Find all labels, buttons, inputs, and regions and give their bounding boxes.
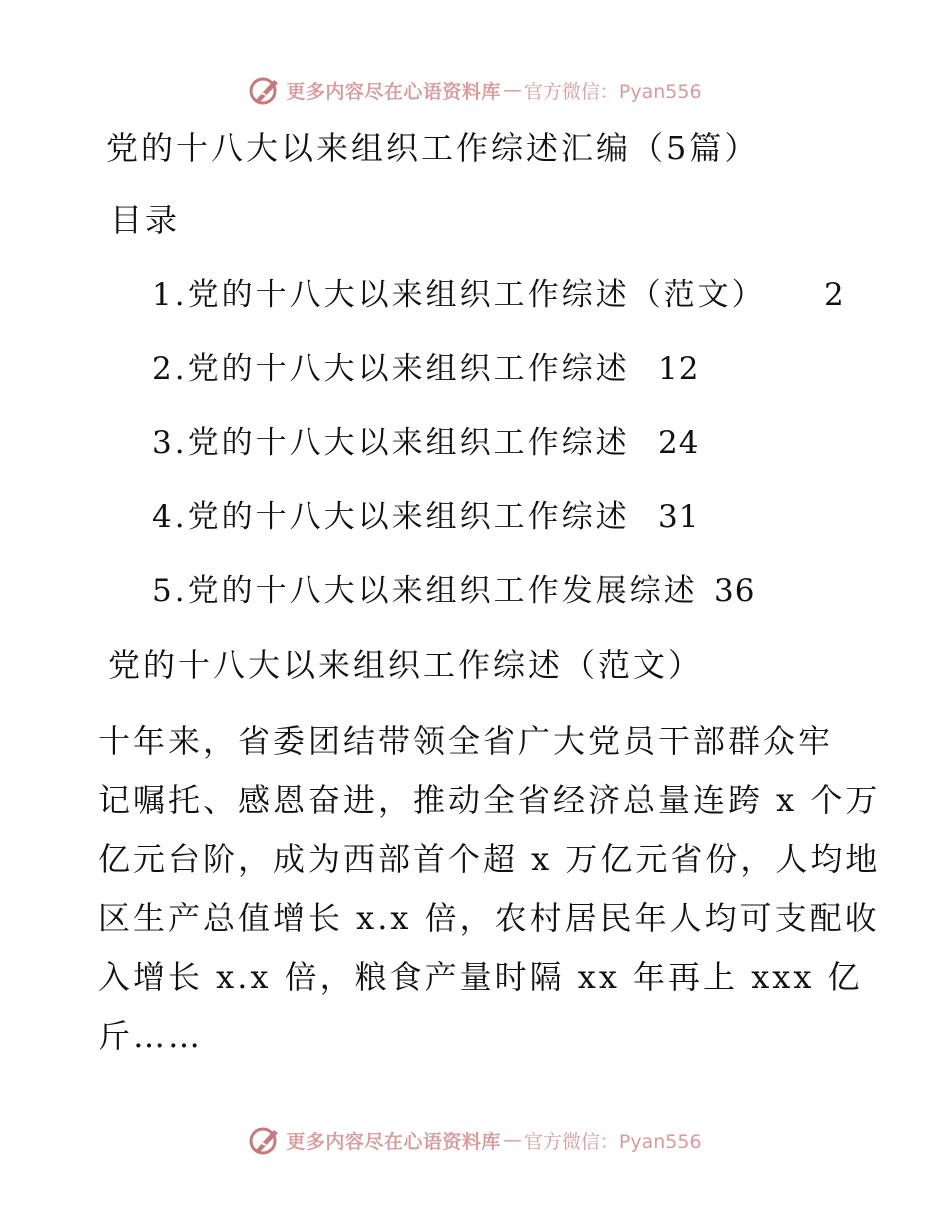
banner-site-text: 更多内容尽在心语资料库 — [286, 80, 501, 103]
toc-item-2-page: 12 — [658, 351, 700, 387]
body-line: 斤…… — [98, 1017, 204, 1055]
toc-heading: 目录 — [110, 201, 181, 239]
body-line: 区生产总值增长 x.x 倍，农村居民年人均可支配收 — [98, 899, 880, 937]
watermark-banner-bottom — [0, 1120, 950, 1160]
toc-item-3-label: 3.党的十八大以来组织工作综述 — [152, 425, 630, 461]
banner-separator: — — [502, 79, 522, 101]
toc-item-5-page: 36 — [714, 573, 756, 609]
toc-item-1-label: 1.党的十八大以来组织工作综述（范文） — [152, 277, 766, 313]
banner-wechat-text: 官方微信：Pyan556 — [523, 1130, 702, 1153]
watermark-banner-top — [0, 70, 950, 110]
section-title: 党的十八大以来组织工作综述（范文） — [108, 646, 704, 684]
toc-item-2-label: 2.党的十八大以来组织工作综述 — [152, 351, 630, 387]
body-line: 记嘱托、感恩奋进，推动全省经济总量连跨 x 个万 — [98, 781, 881, 819]
body-paragraph — [98, 712, 881, 1066]
document-title: 党的十八大以来组织工作综述汇编（5篇） — [106, 129, 760, 167]
pen-circle-logo-icon — [248, 73, 282, 107]
banner-separator: — — [502, 1129, 522, 1151]
toc-item-5-label: 5.党的十八大以来组织工作发展综述 — [152, 573, 698, 609]
body-line: 亿元台阶，成为西部首个超 x 万亿元省份，人均地 — [98, 840, 881, 878]
body-line: 十年来，省委团结带领全省广大党员干部群众牢 — [98, 722, 834, 760]
banner-wechat-text: 官方微信：Pyan556 — [523, 80, 702, 103]
banner-site-text: 更多内容尽在心语资料库 — [286, 1130, 501, 1153]
toc-item-3-page: 24 — [658, 425, 700, 461]
body-line: 入增长 x.x 倍，粮食产量时隔 xx 年再上 xxx 亿 — [98, 958, 863, 996]
toc-item-1-page: 2 — [824, 277, 845, 313]
toc-item-4-label: 4.党的十八大以来组织工作综述 — [152, 499, 630, 535]
pen-circle-logo-icon — [248, 1123, 282, 1157]
toc-item-4-page: 31 — [658, 499, 700, 535]
